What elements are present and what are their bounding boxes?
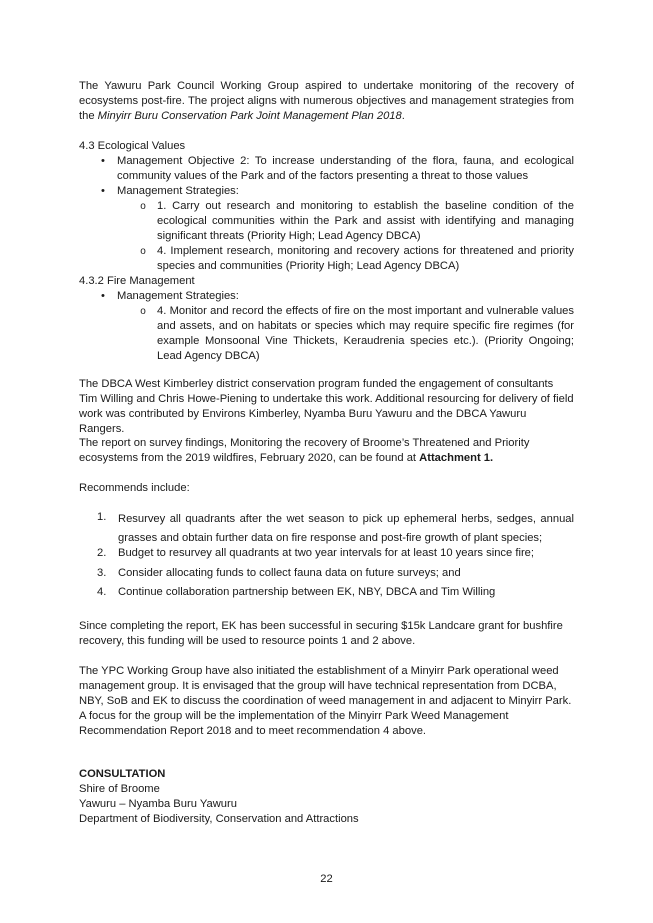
sub-bullet: o — [140, 306, 146, 317]
plan-title: Minyirr Buru Conservation Park Joint Management Plan 2018 — [97, 110, 402, 122]
recommendation-number: 3. — [97, 567, 107, 579]
bullet: • — [101, 155, 105, 167]
intro-text: The Yawuru Park Council Working Group aspired to undertake monitoring of the recovery of ecosystems post-fire. The project aligns with numerous objectives and management strategies from the — [79, 80, 574, 122]
recommendation-item: Resurvey all quadrants after the wet season to pick up ephemeral herbs, sedges, annual grasses and obtain further data on fire response and post-fire growth of plant species; — [118, 513, 574, 544]
weed-management-paragraph: The YPC Working Group have also initiated the establishment of a Minyirr Park operational weed management group. It is envisaged that the group will have technical representation from DCBA, NBY, SoB and EK to discuss the coordination of weed management in and adjacent to Minyirr Park. A focus for the group will be the implementation of the Minyirr Park Weed Management Recommendation Report 2018 and to meet recommendation 4 above. — [79, 665, 572, 737]
section-heading-4-3-2: 4.3.2 Fire Management — [79, 275, 195, 287]
sub-bullet: o — [140, 201, 146, 212]
consultation-item: Yawuru – Nyamba Buru Yawuru — [79, 798, 237, 810]
recommendation-number: 4. — [97, 586, 107, 598]
page-number: 22 — [320, 873, 333, 885]
consultation-item: Department of Biodiversity, Conservation and Attractions — [79, 813, 359, 825]
recommendation-item: Budget to resurvey all quadrants at two year intervals for at least 10 years since fire; — [118, 547, 535, 559]
management-objective-2: Management Objective 2: To increase understanding of the flora, fauna, and ecological community values of the Park and of the factors presenting a threat to those values — [117, 155, 574, 182]
report-text: The report on survey findings, Monitoring the recovery of Broome’s Threatened and Priority ecosystems from the 2019 wildfires, February 2020, can be found at — [79, 437, 530, 464]
report-paragraph — [79, 436, 574, 466]
bullet: • — [101, 290, 105, 302]
recommendation-item: Continue collaboration partnership between EK, NBY, DBCA and Tim Willing — [118, 586, 496, 598]
section-heading-4-3: 4.3 Ecological Values — [79, 140, 186, 152]
strategy-ecological-4: 4. Implement research, monitoring and recovery actions for threatened and priority species and communities (Priority High; Lead Agency DBCA) — [157, 245, 574, 272]
attachment-reference: Attachment 1. — [419, 452, 494, 464]
recommendation-item: Consider allocating funds to collect fauna data on future surveys; and — [118, 567, 461, 579]
consultation-heading: CONSULTATION — [79, 768, 166, 780]
recommendation-number: 2. — [97, 547, 107, 559]
consultation-item: Shire of Broome — [79, 783, 160, 795]
funding-paragraph: The DBCA West Kimberley district conservation program funded the engagement of consultants Tim Willing and Chris Howe-Piening to undertake this work. Additional resourcing for delivery of field work was contributed by Environs Kimberley, Nyamba Buru Yawuru and the DBCA Yawuru Rangers. — [79, 378, 574, 435]
strategy-fire-4: 4. Monitor and record the effects of fire on the most important and vulnerable values and assets, and on habitats or species which may require specific fire regimes (for example Monsoonal Vine Thickets, Keraudrenia species etc.). (Priority Ongoing; Lead Agency DBCA) — [157, 305, 574, 362]
management-strategies-label: Management Strategies: — [117, 185, 239, 197]
fire-management-strategies-label: Management Strategies: — [117, 290, 239, 302]
recommendation-number: 1. — [97, 511, 107, 523]
recommends-heading: Recommends include: — [79, 482, 190, 494]
bullet: • — [101, 185, 105, 197]
sub-bullet: o — [140, 246, 146, 257]
intro-text-end: . — [401, 110, 405, 122]
intro-paragraph — [79, 79, 574, 124]
landcare-paragraph: Since completing the report, EK has been successful in securing $15k Landcare grant for bushfire recovery, this funding will be used to resource points 1 and 2 above. — [79, 620, 563, 647]
strategy-ecological-1: 1. Carry out research and monitoring to establish the baseline condition of the ecological communities within the Park and assist with identifying and managing significant threats (Priority High; Lead Agency DBCA) — [157, 200, 574, 242]
